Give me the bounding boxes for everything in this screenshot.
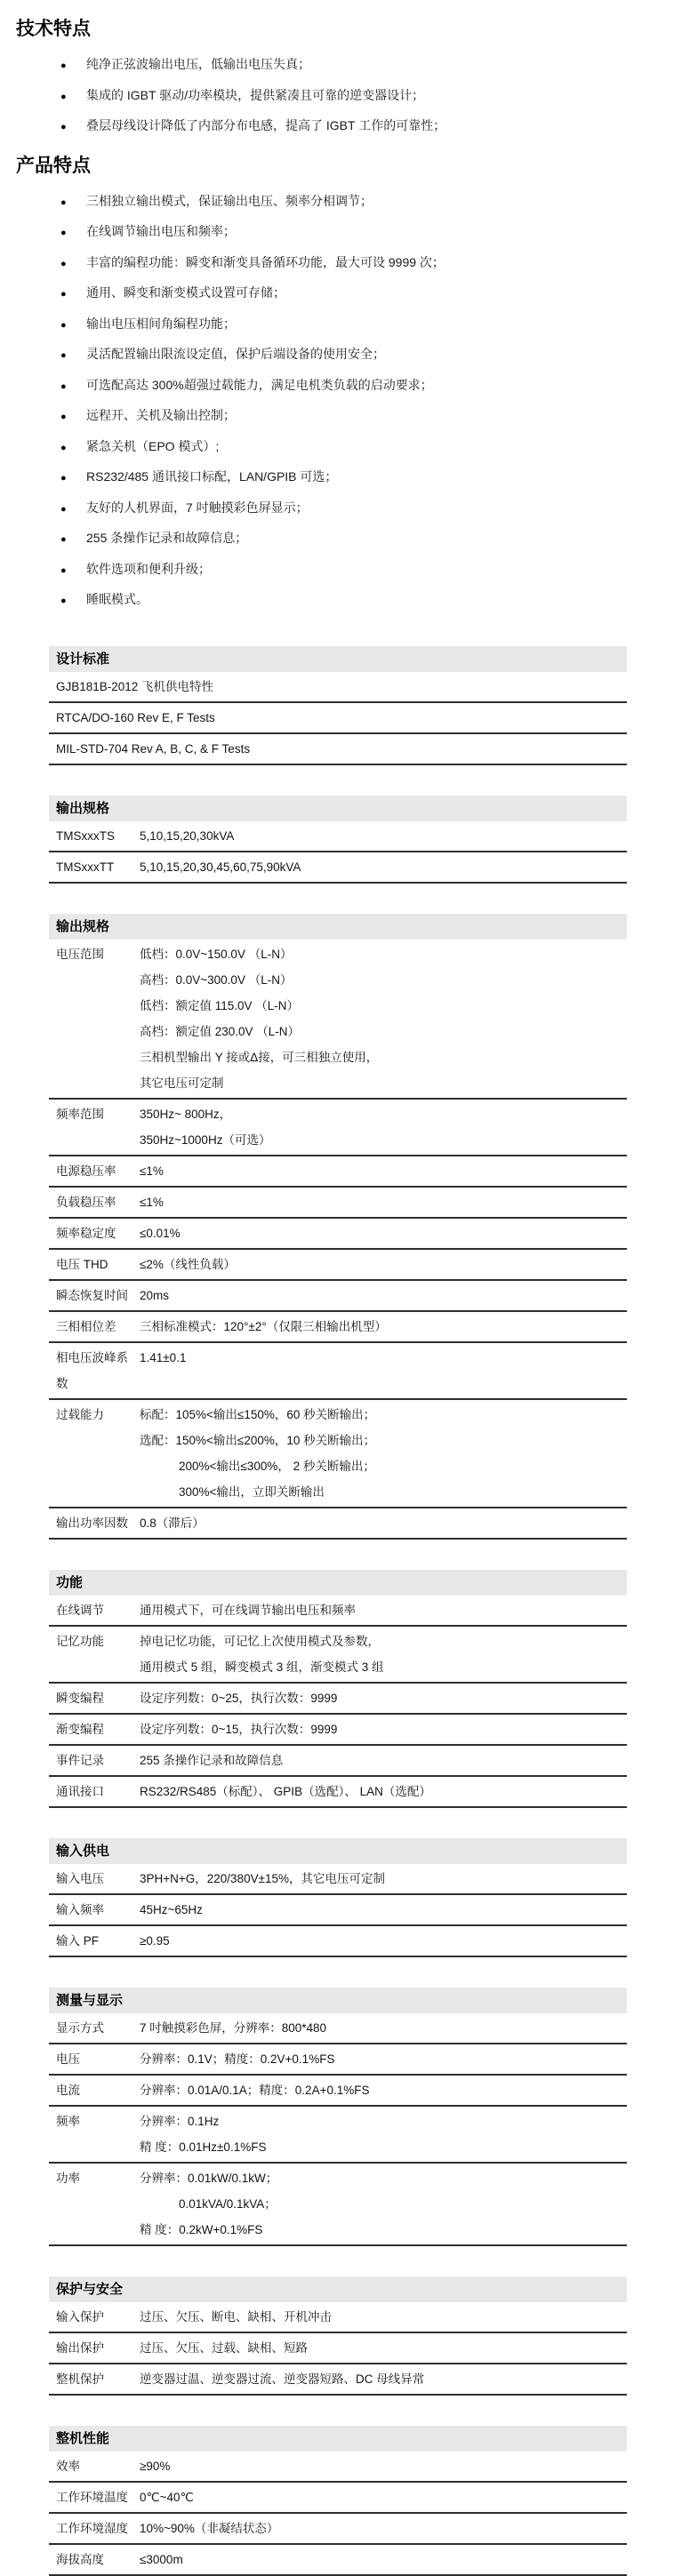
- value-line: 其它电压可定制: [140, 1076, 224, 1090]
- row-value: [140, 854, 627, 880]
- bullet-item: [0, 50, 674, 81]
- table-title: 输出规格: [49, 914, 627, 940]
- value-line: 7 吋触摸彩色屏，分辨率：800*480: [140, 2020, 327, 2035]
- table-row: [49, 852, 627, 884]
- bullet-item: [0, 524, 674, 555]
- value-line: 0℃~40℃: [140, 2490, 194, 2504]
- row-label: 工作环境温度: [56, 2490, 128, 2504]
- bullet-item: [0, 555, 674, 586]
- spec-table: [49, 914, 627, 1540]
- row-value: [140, 2484, 627, 2510]
- value-line: ≤1%: [140, 1164, 164, 1178]
- row-value: [140, 1897, 627, 1923]
- bullet-item: [0, 278, 674, 309]
- bullet-icon: ●: [60, 442, 67, 453]
- bullet-icon: ●: [60, 350, 67, 361]
- row-value: [140, 823, 627, 849]
- row-value: [140, 1314, 627, 1340]
- bullet-icon: ●: [60, 534, 67, 545]
- bullet-icon: ●: [60, 228, 67, 238]
- value-line: ≥0.95: [140, 1933, 170, 1948]
- row-value: [140, 1510, 627, 1536]
- bullet-icon: ●: [60, 564, 67, 576]
- value-line: 分辨率：0.01A/0.1A；精度：0.2A+0.1%FS: [140, 2083, 370, 2097]
- table-row: [49, 703, 627, 734]
- row-value: [140, 2547, 627, 2572]
- bullet-text: 集成的 IGBT 驱动/功率模块，提供紧凑且可靠的逆变器设计；: [86, 87, 425, 102]
- value-line: 逆变器过温、逆变器过流、逆变器短路、DC 母线异常: [140, 2372, 425, 2386]
- spec-table: [49, 1988, 627, 2246]
- bullet-text: 远程开、关机及输出控制；: [86, 408, 236, 422]
- value-line: 350Hz~1000Hz（可选）: [140, 1132, 271, 1147]
- value-line: RS232/RS485（标配）、 GPIB（选配）、 LAN（选配）: [140, 1784, 431, 1798]
- bullet-text: 睡眠模式。: [86, 592, 148, 606]
- bullet-text: 通用、瞬变和渐变模式设置可存储；: [86, 285, 285, 300]
- bullet-item: [0, 371, 674, 402]
- row-label: 电源稳压率: [56, 1164, 116, 1178]
- bullet-text: 纯净正弦波输出电压，低输出电压失真；: [86, 57, 310, 71]
- row-value: [140, 1628, 627, 1680]
- table-row: [49, 2076, 627, 2107]
- row-value: [140, 1252, 627, 1277]
- value-line: 标配：105%<输出≤150%，60 秒关断输出；: [140, 1407, 376, 1421]
- table-row: [49, 1746, 627, 1777]
- table-row: [49, 821, 627, 852]
- row-label: 输出功率因数: [56, 1516, 128, 1530]
- table-row: [49, 1864, 627, 1895]
- row-label: 事件记录: [56, 1753, 104, 1767]
- table-row: [49, 2013, 627, 2044]
- row-label: 相电压波峰系数: [56, 1350, 128, 1390]
- row-label: 功率: [56, 2171, 80, 2185]
- row-value: [140, 2366, 627, 2392]
- bullet-icon: ●: [60, 60, 67, 71]
- bullet-text: 输出电压相间角编程功能；: [86, 316, 236, 331]
- bullet-text: 软件选项和便利升级；: [86, 561, 211, 576]
- bullet-text: 255 条操作记录和故障信息；: [86, 531, 248, 545]
- row-value: [140, 2046, 627, 2072]
- bullet-item: [0, 81, 674, 112]
- row-value: [140, 1283, 627, 1308]
- row-value: [140, 2077, 627, 2103]
- table-row: [49, 2302, 627, 2333]
- row-label: 频率范围: [56, 1107, 104, 1121]
- bullet-icon: ●: [60, 473, 67, 484]
- table-row: [49, 1400, 627, 1508]
- row-value: [140, 2516, 627, 2541]
- table-row: [49, 2107, 627, 2164]
- value-line: 三相机型输出 Y 接或Δ接，可三相独立使用，: [140, 1050, 379, 1064]
- value-line: 选配：150%<输出≤200%，10 秒关断输出；: [140, 1433, 376, 1447]
- bullet-icon: ●: [60, 196, 67, 208]
- product-features-heading: 产品特点: [16, 155, 91, 176]
- value-line: ≤1%: [140, 1195, 164, 1209]
- bullet-icon: ●: [60, 319, 67, 331]
- bullet-item: [0, 248, 674, 279]
- row-label: TMSxxxTS: [56, 828, 115, 843]
- row-value: [140, 1220, 627, 1246]
- value-line: ≤3000m: [140, 2552, 183, 2566]
- row-text: MIL-STD-704 Rev A, B, C, & F Tests: [56, 741, 251, 756]
- row-label: 频率稳定度: [56, 1226, 116, 1240]
- row-label: 瞬变编程: [56, 1691, 104, 1705]
- value-line: 过压、欠压、过载、缺相、短路: [140, 2340, 308, 2355]
- table-row: [49, 2333, 627, 2364]
- table-row: [49, 672, 627, 703]
- value-line: 设定序列数：0~15，执行次数：9999: [140, 1722, 338, 1736]
- row-label: 在线调节: [56, 1603, 104, 1617]
- table-row: [49, 1343, 627, 1400]
- row-value: [140, 2453, 627, 2479]
- row-value: [140, 1748, 627, 1773]
- value-line: 过压、欠压、断电、缺相、开机冲击: [140, 2309, 332, 2324]
- row-value: [140, 1158, 627, 1184]
- table-row: [49, 1100, 627, 1156]
- table-row: [49, 2044, 627, 2076]
- table-row: [49, 1895, 627, 1926]
- table-row: [49, 1219, 627, 1250]
- bullet-item: [0, 309, 674, 340]
- row-label: 瞬态恢复时间: [56, 1288, 128, 1302]
- value-line: 高档：额定值 230.0V （L-N）: [140, 1024, 301, 1038]
- value-line: 三相标准模式：120°±2°（仅限三相输出机型）: [140, 1319, 387, 1333]
- bullet-item: [0, 462, 674, 493]
- row-label: 输入 PF: [56, 1933, 100, 1948]
- table-row: [49, 1250, 627, 1281]
- table-row: [49, 940, 627, 1100]
- value-line: 3PH+N+G，220/380V±15%，其它电压可定制: [140, 1871, 386, 1885]
- bullet-icon: ●: [60, 91, 67, 102]
- row-value: [140, 1402, 627, 1505]
- row-value: [140, 2108, 627, 2160]
- table-title: 功能: [49, 1570, 627, 1596]
- row-label: TMSxxxTT: [56, 860, 115, 874]
- row-label: 工作环境湿度: [56, 2521, 128, 2535]
- value-line: 10%~90%（非凝结状态）: [140, 2521, 279, 2535]
- table-row: [49, 2164, 627, 2246]
- bullet-icon: ●: [60, 380, 67, 392]
- row-value: [140, 1345, 627, 1396]
- spec-table: [49, 796, 627, 884]
- row-label: 海拔高度: [56, 2552, 104, 2566]
- table-row: [49, 1156, 627, 1188]
- bullet-item: [0, 493, 674, 524]
- row-value: [140, 1685, 627, 1711]
- row-label: 频率: [56, 2114, 80, 2128]
- value-line: 300%<输出，立即关断输出: [179, 1484, 325, 1499]
- row-label: 整机保护: [56, 2372, 104, 2386]
- value-line: 设定序列数：0~25，执行次数：9999: [140, 1691, 338, 1705]
- row-label: 渐变编程: [56, 1722, 104, 1736]
- bullet-text: 灵活配置输出限流设定值，保护后端设备的使用安全；: [86, 347, 385, 361]
- value-line: 掉电记忆功能，可记忆上次使用模式及参数，: [140, 1634, 380, 1648]
- row-value: [140, 2335, 627, 2361]
- bullet-item: [0, 585, 674, 616]
- tech-features-heading: 技术特点: [16, 19, 91, 39]
- row-value: [140, 2304, 627, 2330]
- table-title: 输入供电: [49, 1838, 627, 1864]
- value-line: 5,10,15,20,30kVA: [140, 828, 235, 843]
- table-row: [49, 1926, 627, 1957]
- bullet-text: 友好的人机界面，7 吋触摸彩色屏显示；: [86, 500, 309, 515]
- bullet-item: [0, 432, 674, 463]
- row-value: [140, 2165, 627, 2243]
- table-row: [49, 1596, 627, 1627]
- row-text: GJB181B-2012 飞机供电特性: [56, 679, 214, 693]
- row-value: [140, 1928, 627, 1954]
- table-row: [49, 1777, 627, 1808]
- row-label: 过载能力: [56, 1407, 104, 1421]
- table-row: [49, 1684, 627, 1715]
- tech-features-list: [0, 50, 674, 142]
- table-row: [49, 1715, 627, 1746]
- table-row: [49, 1627, 627, 1684]
- spec-table: [49, 2276, 627, 2396]
- table-title: 输出规格: [49, 796, 627, 821]
- bullet-item: [0, 111, 674, 142]
- row-value: [140, 1779, 627, 1804]
- row-label: 输入保护: [56, 2309, 104, 2324]
- row-label: 电压: [56, 2052, 80, 2066]
- bullet-item: [0, 187, 674, 218]
- bullet-item: [0, 340, 674, 371]
- row-label: 效率: [56, 2459, 80, 2473]
- row-value: [140, 1189, 627, 1215]
- bullet-text: 在线调节输出电压和频率；: [86, 224, 236, 238]
- bullet-icon: ●: [60, 596, 67, 606]
- bullet-item: [0, 401, 674, 432]
- row-label: 电流: [56, 2083, 80, 2097]
- table-row: [49, 2545, 627, 2576]
- bullet-text: 可选配高达 300%超强过载能力，满足电机类负载的启动要求；: [86, 377, 433, 392]
- row-value: [140, 1597, 627, 1623]
- table-title: 保护与安全: [49, 2276, 627, 2302]
- spec-table: [49, 1570, 627, 1808]
- value-line: 20ms: [140, 1288, 170, 1302]
- table-row: [49, 734, 627, 765]
- value-line: 1.41±0.1: [140, 1350, 187, 1364]
- row-text: RTCA/DO-160 Rev E, F Tests: [56, 710, 215, 724]
- bullet-text: RS232/485 通讯接口标配，LAN/GPIB 可选；: [86, 469, 338, 484]
- value-line: 分辨率：0.1Hz: [140, 2114, 220, 2128]
- value-line: 45Hz~65Hz: [140, 1902, 203, 1916]
- row-label: 通讯接口: [56, 1784, 104, 1798]
- value-line: ≥90%: [140, 2459, 171, 2473]
- bullet-item: [0, 217, 674, 248]
- spec-table: [49, 1838, 627, 1957]
- value-line: 0.8（滞后）: [140, 1516, 205, 1530]
- value-line: 低档：0.0V~150.0V （L-N）: [140, 947, 293, 961]
- row-label: 电压 THD: [56, 1257, 108, 1271]
- row-label: 输入电压: [56, 1871, 104, 1885]
- product-features-list: [0, 187, 674, 616]
- bullet-text: 三相独立输出模式，保证输出电压、频率分相调节；: [86, 193, 373, 208]
- table-title: 设计标准: [49, 646, 627, 672]
- table-row: [49, 1508, 627, 1540]
- value-line: 通用模式 5 组，瞬变模式 3 组，渐变模式 3 组: [140, 1660, 384, 1674]
- row-value: [140, 1716, 627, 1742]
- value-line: 200%<输出≤300%， 2 秒关断输出；: [179, 1459, 375, 1473]
- row-value: [140, 941, 627, 1096]
- table-row: [49, 2483, 627, 2514]
- value-line: 255 条操作记录和故障信息: [140, 1753, 284, 1767]
- row-label: 三相相位差: [56, 1319, 116, 1333]
- value-line: 350Hz~ 800Hz，: [140, 1107, 232, 1121]
- bullet-text: 丰富的编程功能：瞬变和渐变具备循环功能，最大可设 9999 次；: [86, 254, 445, 269]
- table-row: [49, 2514, 627, 2545]
- spec-table: [49, 646, 627, 765]
- table-row: [49, 1188, 627, 1219]
- bullet-icon: ●: [60, 412, 67, 422]
- table-row: [49, 2452, 627, 2483]
- spec-tables-container: [0, 646, 674, 2576]
- bullet-text: 紧急关机（EPO 模式）;: [86, 438, 220, 453]
- bullet-icon: ●: [60, 122, 67, 132]
- row-value: [140, 2015, 627, 2041]
- bullet-text: 叠层母线设计降低了内部分布电感，提高了 IGBT 工作的可靠性；: [86, 118, 446, 132]
- value-line: 分辨率：0.01kW/0.1kW；: [140, 2171, 278, 2185]
- row-label: 电压范围: [56, 947, 104, 961]
- bullet-icon: ●: [60, 258, 67, 269]
- row-label: 记忆功能: [56, 1634, 104, 1648]
- spec-table: [49, 2426, 627, 2576]
- value-line: 精 度：0.2kW+0.1%FS: [140, 2222, 263, 2236]
- value-line: 分辨率：0.1V；精度：0.2V+0.1%FS: [140, 2052, 335, 2066]
- bullet-icon: ●: [60, 503, 67, 515]
- row-label: 输入频率: [56, 1902, 104, 1916]
- row-label: 负载稳压率: [56, 1195, 116, 1209]
- table-title: 整机性能: [49, 2426, 627, 2452]
- value-line: 低档：额定值 115.0V （L-N）: [140, 998, 300, 1012]
- value-line: 精 度：0.01Hz±0.1%FS: [140, 2140, 267, 2154]
- value-line: 5,10,15,20,30,45,60,75,90kVA: [140, 860, 301, 874]
- row-value: [140, 1866, 627, 1892]
- row-label: 显示方式: [56, 2020, 104, 2035]
- bullet-icon: ●: [60, 289, 67, 300]
- row-label: 输出保护: [56, 2340, 104, 2355]
- row-value: [140, 1101, 627, 1153]
- table-row: [49, 1281, 627, 1312]
- table-title: 测量与显示: [49, 1988, 627, 2013]
- value-line: ≤0.01%: [140, 1226, 181, 1240]
- value-line: 通用模式下，可在线调节输出电压和频率: [140, 1603, 356, 1617]
- table-row: [49, 2364, 627, 2396]
- value-line: 高档：0.0V~300.0V （L-N）: [140, 972, 293, 987]
- value-line: 0.01kVA/0.1kVA；: [179, 2196, 277, 2211]
- value-line: ≤2%（线性负载）: [140, 1257, 236, 1271]
- table-row: [49, 1312, 627, 1343]
